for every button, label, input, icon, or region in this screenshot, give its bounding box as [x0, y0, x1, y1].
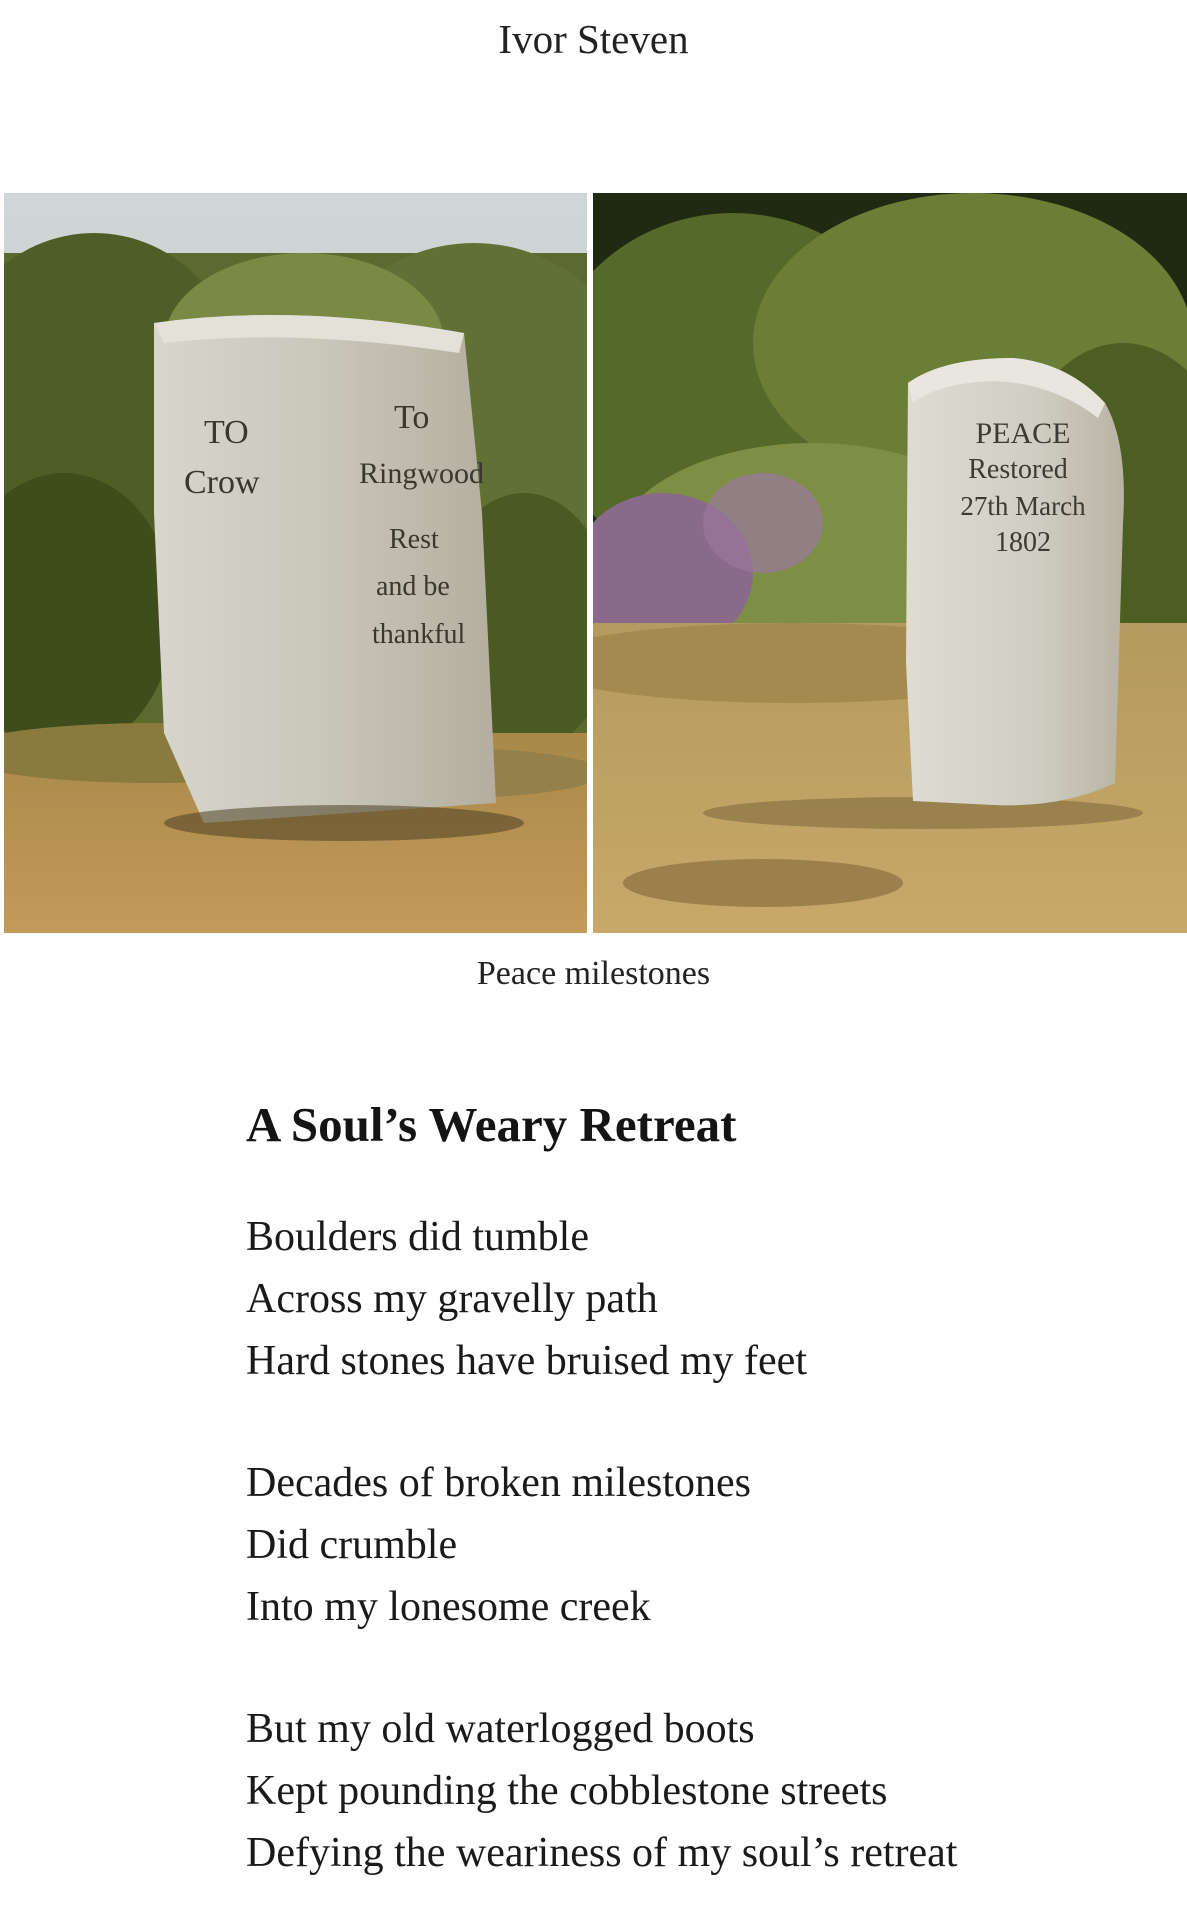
- stanza: [246, 1698, 1126, 1884]
- peace-stone-text-4: 1802: [995, 527, 1051, 558]
- poem-title: A Soul’s Weary Retreat: [246, 1097, 737, 1152]
- poem-line: Hard stones have bruised my feet: [246, 1338, 807, 1384]
- poem-line: Into my lonesome creek: [246, 1584, 651, 1630]
- peace-stone-text-2: Restored: [968, 454, 1068, 485]
- milestone-photos: [4, 193, 1187, 933]
- stone-left-text-2: Crow: [184, 464, 260, 501]
- poem-line: Decades of broken milestones: [246, 1460, 752, 1506]
- stanza: [246, 1206, 1126, 1392]
- stone-right-text-3: Rest: [389, 524, 439, 555]
- peace-stone-text-3: 27th March: [960, 491, 1086, 521]
- milestone-right-image: [593, 193, 1187, 933]
- peace-stone-text-1: PEACE: [975, 417, 1071, 450]
- poem-line: Boulders did tumble: [246, 1214, 589, 1260]
- poem-line: Across my gravelly path: [246, 1276, 658, 1322]
- poem-line: But my old waterlogged boots: [246, 1706, 755, 1752]
- stone-right-text-5: thankful: [372, 619, 466, 650]
- stone-right-text-4: and be: [376, 571, 450, 602]
- stone-right-text-1: To: [394, 399, 430, 436]
- stone-left-text-1: TO: [204, 414, 249, 451]
- milestone-left-image: [4, 193, 587, 933]
- poem-line: Did crumble: [246, 1522, 458, 1568]
- poem-line: Defying the weariness of my soul’s retreat: [246, 1830, 958, 1876]
- photo-milestone-right: [593, 193, 1187, 933]
- photo-milestone-left: [4, 193, 587, 933]
- poem-line: Kept pounding the cobblestone streets: [246, 1768, 888, 1814]
- stanza: [246, 1452, 1126, 1638]
- poem: [246, 1090, 1126, 1884]
- stone-right-text-2: Ringwood: [359, 457, 485, 490]
- figure-caption: Peace milestones: [476, 955, 711, 992]
- running-head: Ivor Steven: [498, 16, 689, 62]
